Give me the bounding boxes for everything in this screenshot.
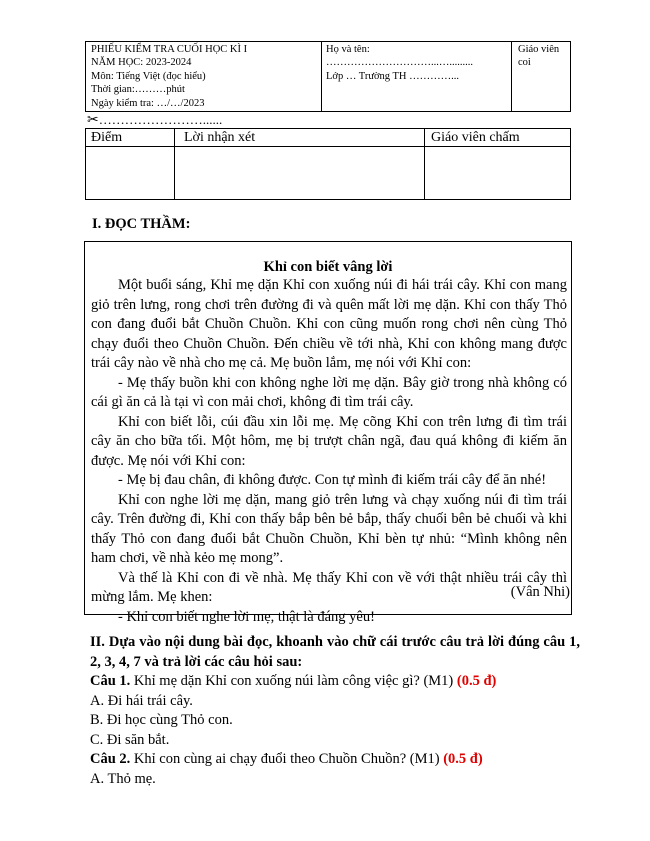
question-1	[90, 672, 580, 692]
question-text: Khỉ con cùng ai chạy đuổi theo Chuồn Chuồn? (M1)	[130, 751, 444, 767]
exam-date: Ngày kiểm tra: …/…/2023	[91, 97, 205, 109]
question-text: Khỉ mẹ dặn Khỉ con xuống núi làm công việc gì? (M1)	[130, 673, 457, 689]
comment-header: Lời nhận xét	[184, 130, 256, 145]
exam-header-table	[85, 41, 571, 112]
score-header: Điểm	[91, 130, 123, 145]
story-author: (Vân Nhi)	[510, 584, 570, 600]
class-school-field: Lớp … Trường TH …………...	[326, 70, 459, 82]
story-title: Khỉ con biết vâng lời	[263, 259, 393, 275]
section2-instruction: II. Dựa vào nội dung bài đọc, khoanh vào chữ cái trước câu trả lời đúng câu 1, 2, 3, 4, 7 và trả lời các câu hỏi sau:	[90, 634, 580, 670]
exam-info-cell	[86, 42, 322, 111]
story-paragraph: Và thế là Khỉ con đi về nhà. Mẹ thấy Khỉ con về với thật nhiều trái cây thì mừng lắm. Mẹ khen:	[91, 569, 567, 605]
cut-line-dots: ……………………......	[98, 112, 223, 127]
section-title: I. ĐỌC THẦM:	[92, 216, 191, 232]
questions-section	[90, 633, 580, 789]
duration: Thời gian:………phút	[91, 84, 185, 96]
question-2	[90, 750, 580, 770]
question-label: Câu 1.	[90, 673, 131, 689]
student-info-cell	[322, 42, 512, 111]
student-name-field: …………………………...….........	[326, 57, 473, 69]
proctor-label: Giáo viên coi	[518, 44, 560, 69]
proctor-cell	[512, 42, 570, 113]
grade-table	[85, 128, 571, 200]
school-year: NĂM HỌC: 2023-2024	[91, 57, 192, 69]
story-paragraph: Một buổi sáng, Khỉ mẹ dặn Khỉ con xuống núi đi hái trái cây. Khỉ con mang giỏ trên lưng, rong chơi trên đường đi và quên mất lời mẹ dặn. Khỉ con thấy Thỏ con đang đuổi bắt Chuồn Chuồn. Khỉ con cũng muốn rong chơi nên cùng Thỏ chạy đuổi theo Chuồn Chuồn. Đến chiều về tới nhà, Khỉ con không mang được trái cây nào về nhà cho mẹ cả. Mẹ buồn lắm, mẹ nói với Khỉ con:	[91, 277, 567, 371]
story-paragraph: - Mẹ bị đau chân, đi không được. Con tự mình đi kiếm trái cây để ăn nhé!	[118, 472, 547, 488]
answer-option: C. Đi săn bắt.	[90, 731, 170, 748]
cut-line	[87, 112, 222, 128]
answer-option: B. Đi học cùng Thỏ con.	[90, 712, 233, 728]
grade-table-divider	[174, 129, 175, 199]
story-paragraph: Khỉ con biết lỗi, cúi đầu xin lỗi mẹ. Mẹ cõng Khỉ con trên lưng đi tìm trái cây ăn cho bữa tối. Một hôm, mẹ bị trượt chân ngã, đau quá không đi kiếm ăn được. Mẹ nói với Khỉ con:	[91, 413, 567, 469]
student-name-label: Họ và tên:	[326, 44, 370, 55]
question-points: (0.5 đ)	[456, 673, 497, 689]
exam-title: PHIẾU KIỂM TRA CUỐI HỌC KÌ I	[91, 44, 248, 55]
scissors-icon: ✂	[87, 112, 99, 128]
story-paragraph: - Khỉ con biết nghe lời mẹ, thật là đáng yêu!	[118, 608, 375, 625]
answer-option: A. Đi hái trái cây.	[90, 692, 193, 709]
story-paragraph: Khỉ con nghe lời mẹ dặn, mang giỏ trên lưng và chạy xuống núi đi tìm trái cây. Trên đường đi, Khỉ con thấy bắp bên bẻ bắp, thấy chuối bên bẻ chuối và khi thấy Thỏ con đang đuổi bắt Chuồn Chuồn, Khỉ bèn tự nhủ: “Mình không nên ham chơi, về nhà kẻo mẹ mong”.	[91, 491, 567, 566]
grade-table-divider	[424, 129, 425, 199]
story-paragraph: - Mẹ thấy buồn khi con không nghe lời mẹ dặn. Bây giờ trong nhà không có cái gì ăn cả là tại vì con mải chơi, không đi tìm trái cây.	[91, 374, 567, 410]
question-points: (0.5 đ)	[443, 751, 483, 767]
subject: Môn: Tiếng Việt (đọc hiểu)	[91, 70, 206, 82]
grader-header: Giáo viên chấm	[431, 130, 520, 145]
answer-option: A. Thỏ mẹ.	[90, 770, 156, 787]
story-body	[91, 276, 567, 627]
question-label: Câu 2.	[90, 751, 131, 767]
